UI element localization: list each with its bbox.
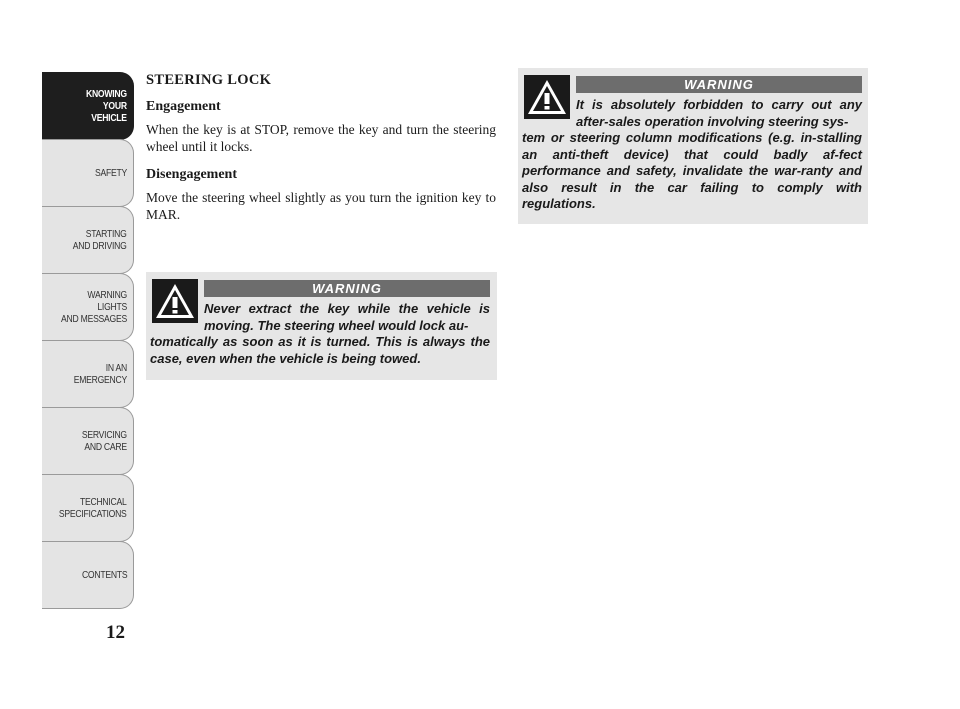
- tab-label: TECHNICAL SPECIFICATIONS: [59, 496, 127, 520]
- page-number: 12: [106, 622, 125, 643]
- warning-text-body: tomatically as soon as it is turned. This is always the case, even when the vehicle is being towed.: [150, 334, 490, 366]
- warning-heading: WARNING: [576, 76, 862, 93]
- warning-triangle-icon: [524, 75, 570, 119]
- tab-label: SERVICING AND CARE: [82, 429, 127, 453]
- warning-text-intro: It is absolutely forbidden to carry out any after-sales operation involving steering sys-: [576, 97, 862, 129]
- section-title: STEERING LOCK: [146, 72, 272, 88]
- tab-label: IN AN EMERGENCY: [73, 362, 127, 386]
- tab-in-an-emergency[interactable]: [42, 340, 134, 408]
- tab-contents[interactable]: [42, 541, 134, 609]
- engagement-text: When the key is at STOP, remove the key and turn the steering wheel until it locks.: [146, 122, 496, 154]
- engagement-heading: Engagement: [146, 99, 221, 114]
- warning-box-modifications: [518, 68, 868, 224]
- chapter-tabs: [42, 72, 134, 609]
- steering-lock-section: [146, 72, 496, 235]
- tab-label: STARTING AND DRIVING: [73, 228, 127, 252]
- tab-label: SAFETY: [94, 167, 127, 179]
- warning-box-key: [146, 272, 497, 380]
- tab-label: CONTENTS: [81, 569, 127, 581]
- warning-heading: WARNING: [204, 280, 490, 297]
- disengagement-text: Move the steering wheel slightly as you turn the ignition key to MAR.: [146, 190, 496, 222]
- warning-triangle-icon: [152, 279, 198, 323]
- warning-text-body: tem or steering column modifications (e.g. in-stalling an anti-theft device) that could badly af-fect performance and safety, invalidate the war-ranty and also result in the car failing to comply with regulations.: [522, 130, 862, 211]
- tab-technical-specifications[interactable]: [42, 474, 134, 542]
- disengagement-heading: Disengagement: [146, 167, 237, 182]
- tab-label: KNOWING YOUR VEHICLE: [86, 88, 127, 124]
- tab-safety[interactable]: [42, 139, 134, 207]
- tab-knowing-your-vehicle[interactable]: [42, 72, 134, 140]
- warning-text-intro: Never extract the key while the vehicle is moving. The steering wheel would lock au-: [204, 301, 490, 333]
- tab-starting-and-driving[interactable]: [42, 206, 134, 274]
- tab-servicing-and-care[interactable]: [42, 407, 134, 475]
- tab-warning-lights[interactable]: [42, 273, 134, 341]
- tab-label: WARNING LIGHTS AND MESSAGES: [61, 289, 127, 325]
